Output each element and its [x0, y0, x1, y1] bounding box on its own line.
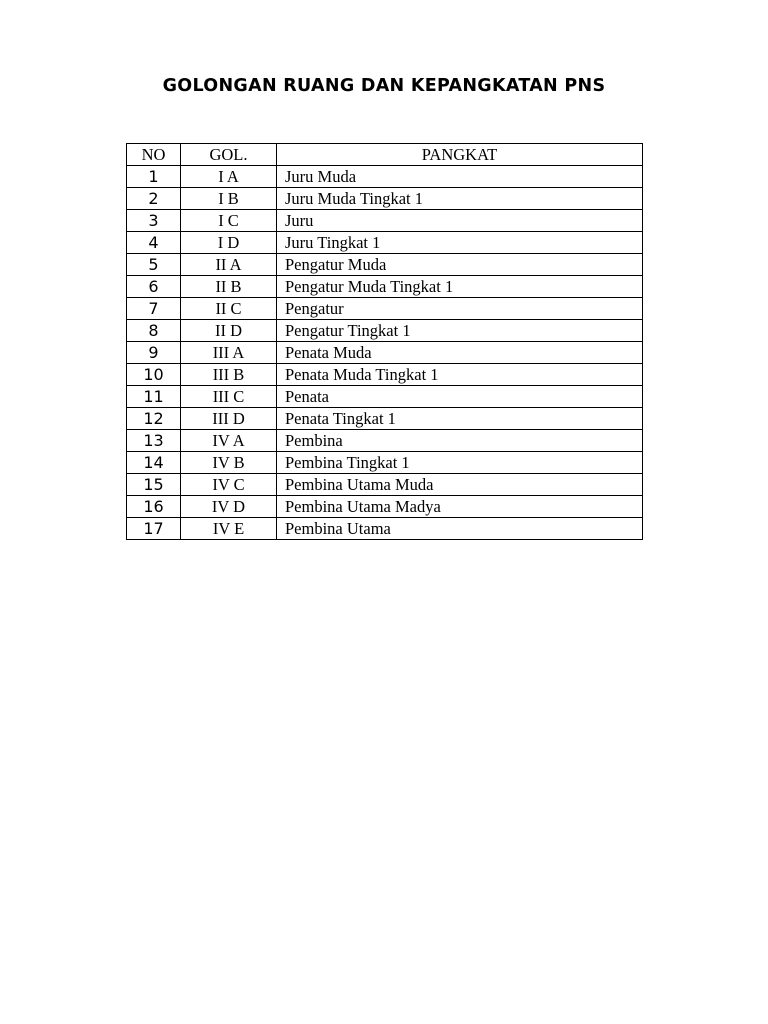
header-pangkat: PANGKAT	[277, 144, 643, 166]
cell-pangkat: Penata Tingkat 1	[277, 408, 643, 430]
cell-no: 9	[127, 342, 181, 364]
cell-no: 1	[127, 166, 181, 188]
header-no: NO	[127, 144, 181, 166]
table-row	[127, 518, 643, 540]
cell-pangkat: Juru Tingkat 1	[277, 232, 643, 254]
table-row	[127, 474, 643, 496]
cell-gol: III C	[181, 386, 277, 408]
table-row	[127, 254, 643, 276]
cell-gol: III B	[181, 364, 277, 386]
table-row	[127, 386, 643, 408]
cell-gol: II B	[181, 276, 277, 298]
cell-no: 16	[127, 496, 181, 518]
cell-no: 14	[127, 452, 181, 474]
table-row	[127, 232, 643, 254]
cell-pangkat: Pengatur Tingkat 1	[277, 320, 643, 342]
cell-pangkat: Pembina Utama	[277, 518, 643, 540]
cell-pangkat: Pembina	[277, 430, 643, 452]
cell-gol: IV E	[181, 518, 277, 540]
table-row	[127, 452, 643, 474]
cell-gol: II D	[181, 320, 277, 342]
table-row	[127, 166, 643, 188]
cell-pangkat: Pembina Tingkat 1	[277, 452, 643, 474]
cell-pangkat: Juru	[277, 210, 643, 232]
cell-pangkat: Pembina Utama Muda	[277, 474, 643, 496]
cell-no: 17	[127, 518, 181, 540]
table-row	[127, 496, 643, 518]
table-body	[127, 166, 643, 540]
page-title: GOLONGAN RUANG DAN KEPANGKATAN PNS	[162, 76, 606, 96]
cell-gol: I C	[181, 210, 277, 232]
cell-no: 2	[127, 188, 181, 210]
cell-pangkat: Pengatur Muda Tingkat 1	[277, 276, 643, 298]
cell-gol: IV B	[181, 452, 277, 474]
cell-no: 8	[127, 320, 181, 342]
table-row	[127, 408, 643, 430]
cell-gol: IV C	[181, 474, 277, 496]
table-row	[127, 276, 643, 298]
table-header-row	[127, 144, 643, 166]
cell-pangkat: Juru Muda	[277, 166, 643, 188]
cell-no: 15	[127, 474, 181, 496]
table-row	[127, 320, 643, 342]
cell-gol: II A	[181, 254, 277, 276]
cell-gol: III A	[181, 342, 277, 364]
cell-no: 10	[127, 364, 181, 386]
table-row	[127, 364, 643, 386]
cell-no: 6	[127, 276, 181, 298]
cell-pangkat: Juru Muda Tingkat 1	[277, 188, 643, 210]
cell-pangkat: Pengatur	[277, 298, 643, 320]
table-row	[127, 210, 643, 232]
header-gol: GOL.	[181, 144, 277, 166]
cell-no: 3	[127, 210, 181, 232]
cell-no: 13	[127, 430, 181, 452]
cell-no: 12	[127, 408, 181, 430]
cell-pangkat: Penata	[277, 386, 643, 408]
cell-gol: IV A	[181, 430, 277, 452]
cell-gol: I B	[181, 188, 277, 210]
rank-table	[126, 143, 643, 540]
cell-gol: IV D	[181, 496, 277, 518]
table-row	[127, 188, 643, 210]
cell-pangkat: Pengatur Muda	[277, 254, 643, 276]
cell-no: 5	[127, 254, 181, 276]
table-row	[127, 430, 643, 452]
cell-pangkat: Penata Muda	[277, 342, 643, 364]
cell-pangkat: Penata Muda Tingkat 1	[277, 364, 643, 386]
cell-gol: II C	[181, 298, 277, 320]
cell-pangkat: Pembina Utama Madya	[277, 496, 643, 518]
cell-gol: III D	[181, 408, 277, 430]
cell-no: 4	[127, 232, 181, 254]
cell-gol: I A	[181, 166, 277, 188]
cell-gol: I D	[181, 232, 277, 254]
cell-no: 11	[127, 386, 181, 408]
cell-no: 7	[127, 298, 181, 320]
table-row	[127, 298, 643, 320]
table-row	[127, 342, 643, 364]
